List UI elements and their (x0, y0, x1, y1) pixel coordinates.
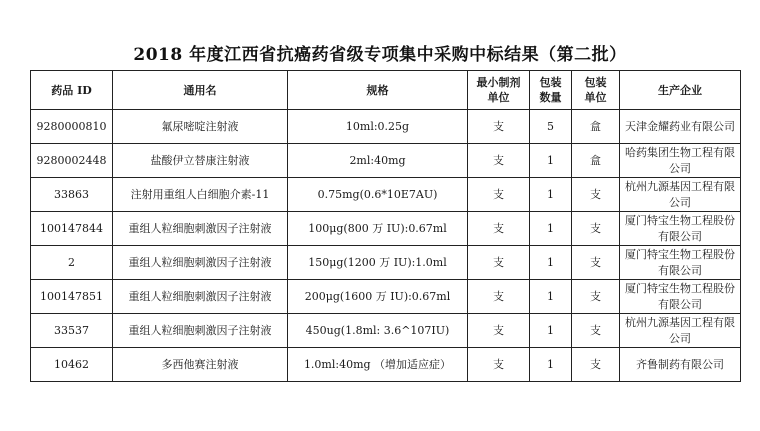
cell-pack-unit: 支 (572, 246, 620, 280)
cell-pack-qty: 1 (530, 246, 572, 280)
header-pack-unit-line2: 单位 (584, 91, 607, 104)
header-name: 通用名 (113, 71, 288, 110)
cell-spec: 450ug(1.8ml: 3.6^107IU) (288, 314, 468, 348)
header-pack-qty (530, 71, 572, 110)
cell-name: 氟尿嘧啶注射液 (113, 110, 288, 144)
cell-min-unit: 支 (468, 246, 530, 280)
header-pack-qty-line1: 包装 (539, 76, 562, 89)
cell-id: 2 (31, 246, 113, 280)
cell-pack-unit: 支 (572, 348, 620, 382)
cell-id: 33537 (31, 314, 113, 348)
cell-pack-unit: 支 (572, 178, 620, 212)
cell-name: 重组人粒细胞刺激因子注射液 (113, 246, 288, 280)
table-row (31, 110, 741, 144)
cell-pack-qty: 1 (530, 212, 572, 246)
cell-maker: 杭州九源基因工程有限公司 (620, 314, 741, 348)
cell-pack-unit: 盒 (572, 110, 620, 144)
results-table (30, 70, 741, 382)
cell-spec: 2ml:40mg (288, 144, 468, 178)
cell-id: 100147851 (31, 280, 113, 314)
cell-maker: 厦门特宝生物工程股份有限公司 (620, 212, 741, 246)
header-pack-unit-line1: 包装 (584, 76, 607, 89)
cell-pack-unit: 支 (572, 280, 620, 314)
cell-min-unit: 支 (468, 314, 530, 348)
table-row (31, 212, 741, 246)
cell-spec: 1.0ml:40mg （增加适应症） (288, 348, 468, 382)
cell-maker: 杭州九源基因工程有限公司 (620, 178, 741, 212)
cell-min-unit: 支 (468, 110, 530, 144)
cell-id: 10462 (31, 348, 113, 382)
cell-maker: 齐鲁制药有限公司 (620, 348, 741, 382)
cell-spec: 150μg(1200 万 IU):1.0ml (288, 246, 468, 280)
cell-pack-unit: 支 (572, 212, 620, 246)
cell-id: 9280000810 (31, 110, 113, 144)
table-row (31, 246, 741, 280)
table-row (31, 178, 741, 212)
cell-spec: 0.75mg(0.6*10E7AU) (288, 178, 468, 212)
cell-pack-qty: 5 (530, 110, 572, 144)
header-min-unit-line2: 单位 (487, 91, 510, 104)
cell-maker: 厦门特宝生物工程股份有限公司 (620, 280, 741, 314)
cell-maker: 天津金耀药业有限公司 (620, 110, 741, 144)
header-id: 药品 ID (31, 71, 113, 110)
cell-name: 多西他赛注射液 (113, 348, 288, 382)
header-pack-qty-line2: 数量 (539, 91, 562, 104)
cell-name: 盐酸伊立替康注射液 (113, 144, 288, 178)
header-min-unit-line1: 最小制剂 (476, 76, 521, 89)
cell-min-unit: 支 (468, 178, 530, 212)
cell-id: 9280002448 (31, 144, 113, 178)
header-maker: 生产企业 (620, 71, 741, 110)
cell-min-unit: 支 (468, 348, 530, 382)
header-pack-unit (572, 71, 620, 110)
table-row (31, 280, 741, 314)
table-row (31, 144, 741, 178)
cell-min-unit: 支 (468, 144, 530, 178)
table-row (31, 348, 741, 382)
cell-pack-qty: 1 (530, 178, 572, 212)
header-spec: 规格 (288, 71, 468, 110)
cell-spec: 200μg(1600 万 IU):0.67ml (288, 280, 468, 314)
header-min-unit (468, 71, 530, 110)
cell-min-unit: 支 (468, 212, 530, 246)
page-title: 2018 年度江西省抗癌药省级专项集中采购中标结果（第二批） (133, 45, 627, 65)
cell-maker: 厦门特宝生物工程股份有限公司 (620, 246, 741, 280)
cell-spec: 100μg(800 万 IU):0.67ml (288, 212, 468, 246)
cell-name: 重组人粒细胞刺激因子注射液 (113, 280, 288, 314)
cell-pack-unit: 盒 (572, 144, 620, 178)
cell-min-unit: 支 (468, 280, 530, 314)
cell-pack-qty: 1 (530, 314, 572, 348)
header-row (31, 71, 741, 110)
cell-pack-qty: 1 (530, 144, 572, 178)
cell-name: 重组人粒细胞刺激因子注射液 (113, 212, 288, 246)
cell-pack-qty: 1 (530, 280, 572, 314)
cell-id: 100147844 (31, 212, 113, 246)
table-row (31, 314, 741, 348)
cell-maker: 哈药集团生物工程有限公司 (620, 144, 741, 178)
cell-id: 33863 (31, 178, 113, 212)
cell-pack-unit: 支 (572, 314, 620, 348)
cell-pack-qty: 1 (530, 348, 572, 382)
cell-spec: 10ml:0.25g (288, 110, 468, 144)
cell-name: 重组人粒细胞刺激因子注射液 (113, 314, 288, 348)
cell-name: 注射用重组人白细胞介素-11 (113, 178, 288, 212)
